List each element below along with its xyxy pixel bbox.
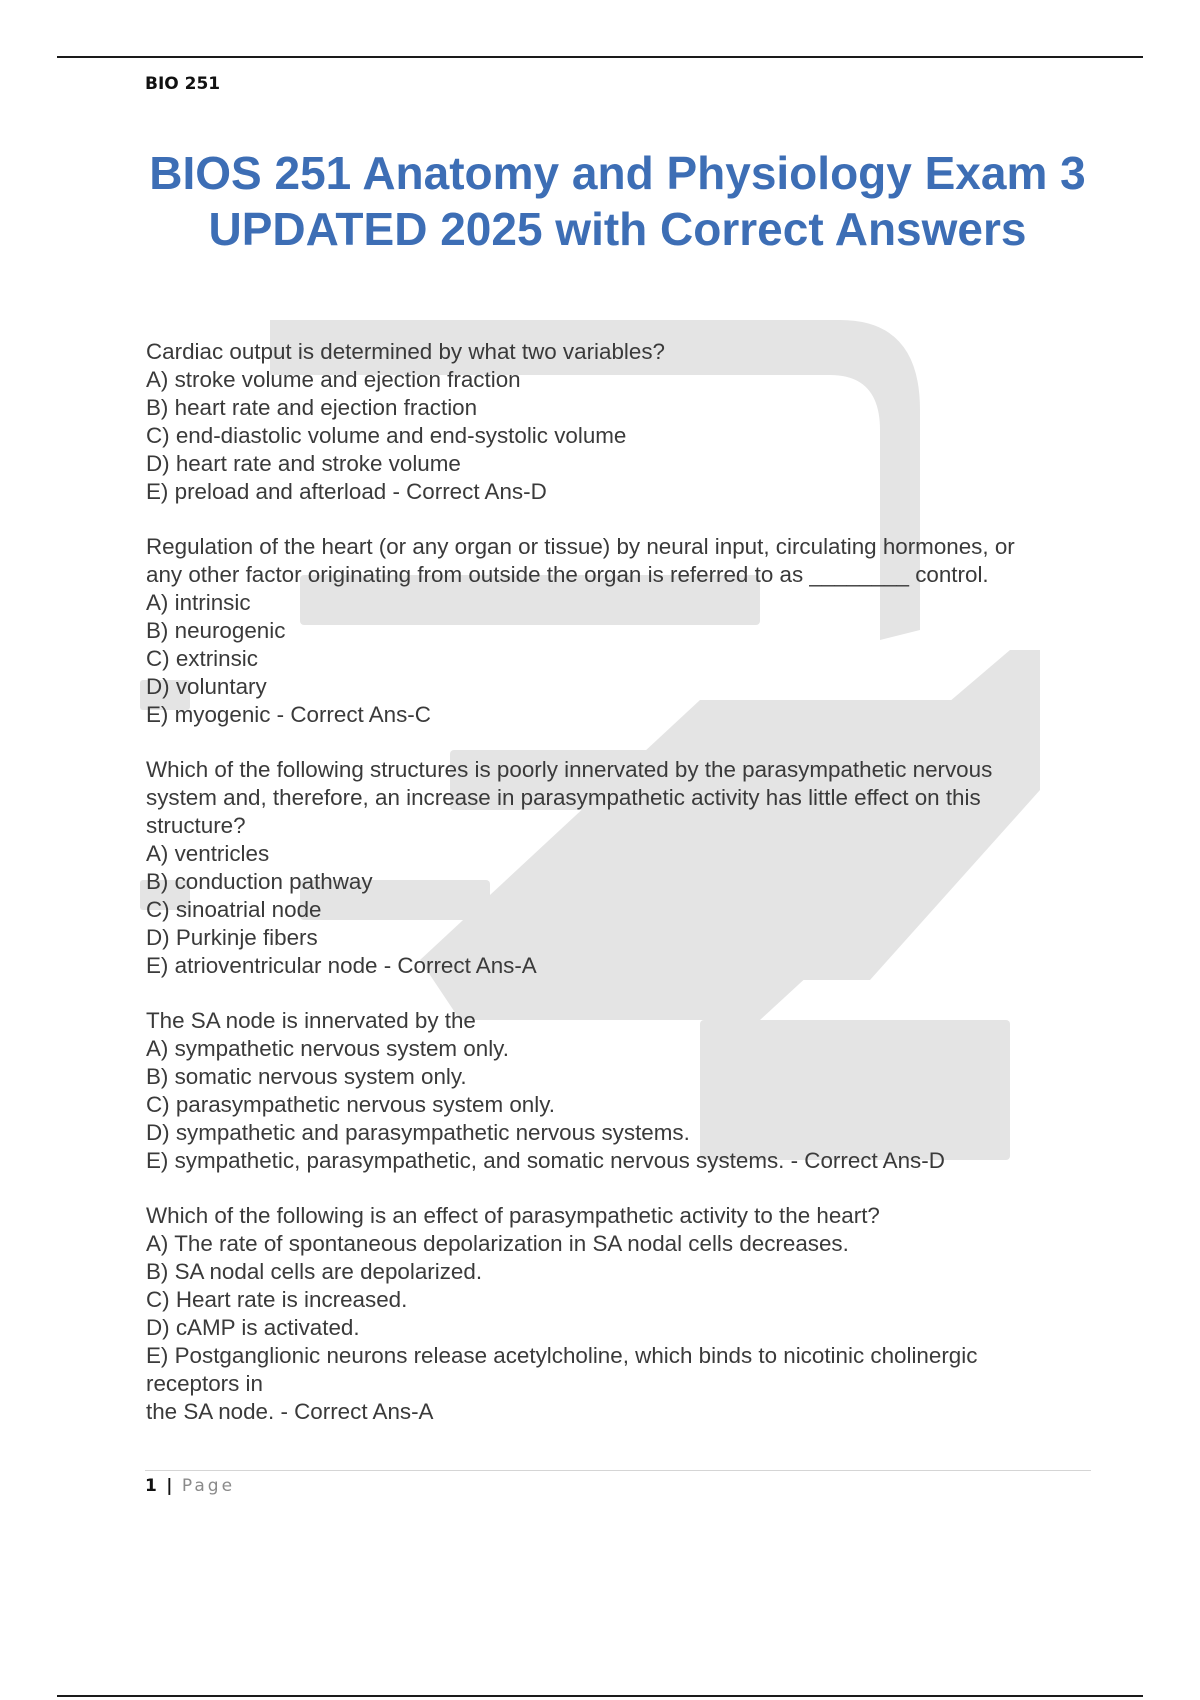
document-title: BIOS 251 Anatomy and Physiology Exam 3 UPDATED 2025 with Correct Answers xyxy=(149,147,1086,255)
question-text: Which of the following is an effect of parasympathetic activity to the heart? xyxy=(146,1203,880,1228)
answer-option: B) SA nodal cells are depolarized. xyxy=(146,1259,483,1284)
question-list xyxy=(146,338,1106,1453)
question-text: structure? xyxy=(146,813,246,838)
header-rule xyxy=(57,56,1143,58)
question-block xyxy=(146,756,1106,980)
answer-option-with-key: E) atrioventricular node - Correct Ans-A xyxy=(146,953,537,978)
answer-option: D) voluntary xyxy=(146,674,267,699)
answer-option: B) neurogenic xyxy=(146,618,286,643)
question-text: Regulation of the heart (or any organ or tissue) by neural input, circulating hormones, or xyxy=(146,534,1015,559)
answer-option: C) end-diastolic volume and end-systolic volume xyxy=(146,423,627,448)
answer-option: C) extrinsic xyxy=(146,646,258,671)
page-label: Page xyxy=(181,1476,236,1496)
answer-option: A) intrinsic xyxy=(146,590,251,615)
page-footer xyxy=(145,1476,235,1496)
answer-option: A) ventricles xyxy=(146,841,270,866)
question-block xyxy=(146,1202,1106,1426)
bottom-rule xyxy=(57,1695,1143,1697)
question-block xyxy=(146,1007,1106,1175)
footer-rule xyxy=(145,1470,1091,1471)
answer-option: receptors in xyxy=(146,1371,263,1396)
question-text: Cardiac output is determined by what two variables? xyxy=(146,339,665,364)
answer-option-with-key: E) sympathetic, parasympathetic, and somatic nervous systems. - Correct Ans-D xyxy=(146,1148,945,1173)
answer-option-with-key: E) myogenic - Correct Ans-C xyxy=(146,702,431,727)
answer-option: B) conduction pathway xyxy=(146,869,373,894)
answer-option: D) heart rate and stroke volume xyxy=(146,451,461,476)
answer-option: C) Heart rate is increased. xyxy=(146,1287,408,1312)
answer-option: A) stroke volume and ejection fraction xyxy=(146,367,521,392)
answer-option: D) sympathetic and parasympathetic nervous systems. xyxy=(146,1120,690,1145)
question-block xyxy=(146,338,1106,506)
answer-option: D) Purkinje fibers xyxy=(146,925,318,950)
answer-option: B) somatic nervous system only. xyxy=(146,1064,467,1089)
answer-option: B) heart rate and ejection fraction xyxy=(146,395,478,420)
question-text: The SA node is innervated by the xyxy=(146,1008,476,1033)
question-text: any other factor originating from outside the organ is referred to as ________ control. xyxy=(146,562,989,587)
course-code: BIO 251 xyxy=(145,74,221,94)
answer-option: A) sympathetic nervous system only. xyxy=(146,1036,509,1061)
question-text: Which of the following structures is poorly innervated by the parasympathetic nervous xyxy=(146,757,993,782)
footer-separator: | xyxy=(166,1476,173,1496)
answer-option: C) parasympathetic nervous system only. xyxy=(146,1092,555,1117)
page-number: 1 xyxy=(145,1476,157,1496)
answer-option: C) sinoatrial node xyxy=(146,897,322,922)
answer-option-with-key: E) preload and afterload - Correct Ans-D xyxy=(146,479,547,504)
answer-option: D) cAMP is activated. xyxy=(146,1315,360,1340)
question-text: system and, therefore, an increase in parasympathetic activity has little effect on this xyxy=(146,785,981,810)
answer-option: A) The rate of spontaneous depolarization in SA nodal cells decreases. xyxy=(146,1231,849,1256)
question-block xyxy=(146,533,1106,729)
answer-option-with-key: the SA node. - Correct Ans-A xyxy=(146,1399,434,1424)
answer-option: E) Postganglionic neurons release acetylcholine, which binds to nicotinic cholinergic xyxy=(146,1343,978,1368)
